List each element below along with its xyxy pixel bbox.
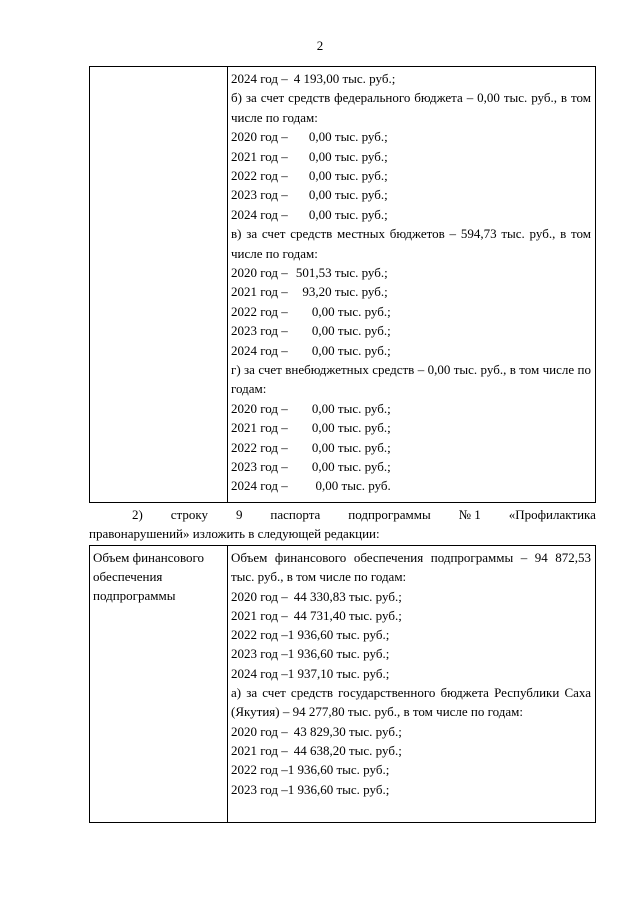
funding-year-row [231,476,591,495]
funding-year-row [231,457,591,476]
funding-year: 2021 год – [231,607,288,623]
funding-year: 2021 год – [231,420,288,436]
funding-year-row [231,282,591,301]
funding-amount: 1 936,60 тыс. руб.; [287,646,390,662]
funding-year: 2020 год – [231,129,288,145]
funding-year-row [231,263,591,282]
funding-year-row [231,147,591,166]
funding-year-row [231,587,591,606]
funding-year: 2023 год – [231,646,288,662]
intro-word: «Профилактика [508,507,596,522]
funding-amount: 501,53 тыс. руб.; [295,264,388,280]
funding-amount: 0,00 тыс. руб.; [308,148,388,164]
funding-amount: 0,00 тыс. руб.; [311,420,391,436]
funding-amount: 44 638,20 тыс. руб.; [293,742,402,758]
funding-year: 2023 год – [231,781,288,797]
funding-paragraph: г) за счет внебюджетных средств – 0,00 тыс. руб., в том числе по годам: [231,361,591,397]
table-right-cell [228,67,595,502]
funding-amount: 1 936,60 тыс. руб.; [287,762,390,778]
funding-year: 2020 год – [231,264,288,280]
funding-paragraph: а) за счет средств государственного бюджета Республики Саха (Якутия) – 94 277,80 тыс. руб., в том числе по годам: [231,685,591,720]
funding-year: 2024 год – [231,665,288,681]
funding-amount: 0,00 тыс. руб.; [311,458,391,474]
funding-year: 2021 год – [231,742,288,758]
funding-year-row [231,205,591,224]
funding-year: 2020 год – [231,400,288,416]
intro-word: № 1 [458,507,481,522]
intro-word: паспорта [270,507,321,522]
funding-year: 2024 год – [231,71,288,86]
funding-year-row [231,625,591,644]
funding-year-row [231,341,591,360]
funding-year-row [231,722,591,741]
amendment-intro-line2: правонарушений» изложить в следующей редакции: [89,526,380,541]
funding-year: 2024 год – [231,478,288,494]
funding-amount: 0,00 тыс. руб.; [308,187,388,203]
funding-amount: 44 330,83 тыс. руб.; [293,588,402,604]
funding-year-row [231,606,591,625]
funding-year-row [231,438,591,457]
funding-amount: 0,00 тыс. руб.; [308,206,388,222]
funding-amount: 0,00 тыс. руб.; [308,167,388,183]
funding-amount: 1 936,60 тыс. руб.; [287,627,390,643]
funding-amount: 43 829,30 тыс. руб.; [293,723,402,739]
funding-amount: 44 731,40 тыс. руб.; [293,607,402,623]
funding-year: 2022 год – [231,627,288,643]
amendment-intro-line1 [89,505,596,524]
funding-year: 2023 год – [231,458,288,474]
funding-amount: 0,00 тыс. руб. [315,478,391,494]
funding-amount: 0,00 тыс. руб.; [311,342,391,358]
funding-year-row [231,418,591,437]
funding-year: 2022 год – [231,167,288,183]
table-left-cell-label: Объем финансового обеспечения подпрограммы [90,546,228,822]
funding-year: 2022 год – [231,762,288,778]
funding-year: 2024 год – [231,342,288,358]
funding-year-row [231,760,591,779]
funding-year: 2020 год – [231,723,288,739]
funding-year-row [231,780,591,799]
funding-year-row [231,69,591,88]
funding-table-continued [89,66,596,503]
funding-year-row [231,644,591,663]
funding-amount: 0,00 тыс. руб.; [311,439,391,455]
table-left-cell-empty [90,67,228,502]
funding-amount: 4 193,00 тыс. руб.; [293,71,396,86]
funding-year-row [231,166,591,185]
funding-paragraph: в) за счет средств местных бюджетов – 594,73 тыс. руб., в том числе по годам: [231,226,591,261]
funding-year: 2021 год – [231,148,288,164]
funding-year: 2023 год – [231,323,288,339]
page-number: 2 [316,38,324,53]
funding-year: 2024 год – [231,206,288,222]
funding-amount: 0,00 тыс. руб.; [308,129,388,145]
funding-amount: 0,00 тыс. руб.; [311,400,391,416]
funding-amount: 93,20 тыс. руб.; [302,284,388,300]
funding-year: 2020 год – [231,588,288,604]
intro-word: подпрограммы [348,507,431,522]
intro-word: 2) [132,507,143,522]
funding-year-row [231,302,591,321]
funding-paragraph: Объем финансового обеспечения подпрограммы – 94 872,53 тыс. руб., в том числе по годам: [231,550,591,585]
funding-year-row [231,399,591,418]
intro-word: строку [170,507,209,522]
funding-paragraph: б) за счет средств федерального бюджета – 0,00 тыс. руб., в том числе по годам: [231,90,591,125]
funding-year-row [231,664,591,683]
funding-year: 2023 год – [231,187,288,203]
funding-amount: 0,00 тыс. руб.; [311,303,391,319]
funding-amount: 1 936,60 тыс. руб.; [287,781,390,797]
funding-amount: 1 937,10 тыс. руб.; [287,665,390,681]
funding-year: 2021 год – [231,284,288,300]
funding-year-row [231,185,591,204]
funding-year-row [231,127,591,146]
funding-year-row [231,321,591,340]
table-right-cell [228,546,595,822]
funding-year-row [231,741,591,760]
subprogram-funding-table [89,545,596,823]
funding-amount: 0,00 тыс. руб.; [311,323,391,339]
intro-word: 9 [235,507,243,522]
funding-year: 2022 год – [231,439,288,455]
amendment-intro [89,505,596,543]
funding-year: 2022 год – [231,303,288,319]
